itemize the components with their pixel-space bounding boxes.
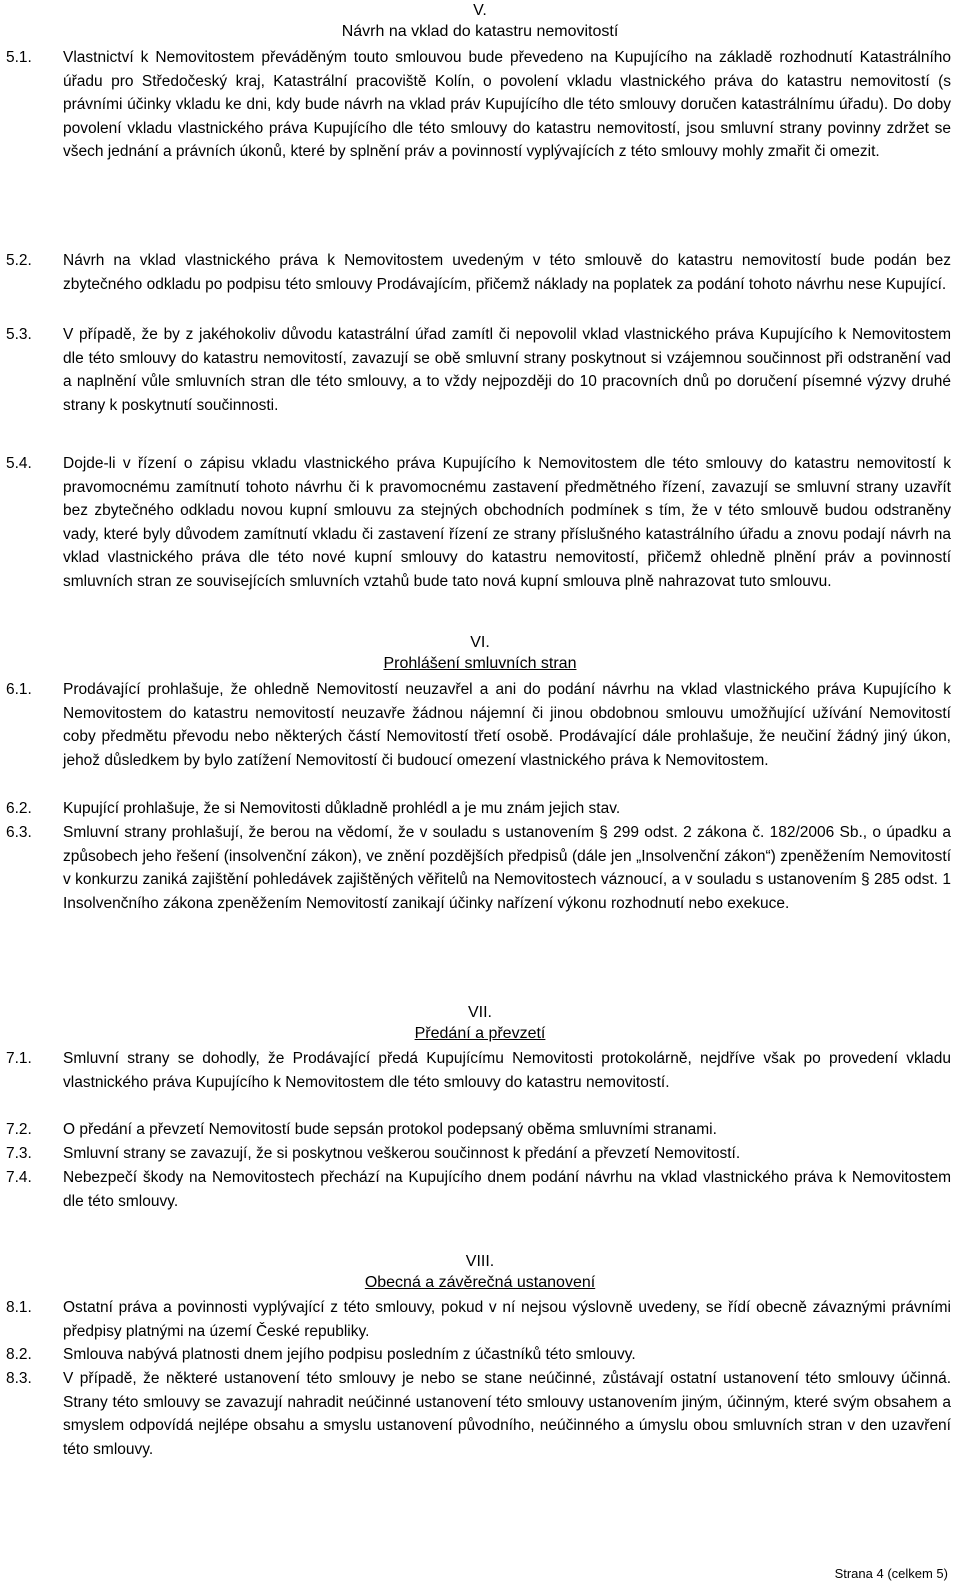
clause-8-2 — [6, 1343, 954, 1367]
section-heading-v — [0, 0, 960, 42]
clause-number: 8.2. — [6, 1346, 32, 1363]
clause-number: 8.1. — [6, 1299, 32, 1316]
clause-text: Vlastnictví k Nemovitostem převáděným touto smlouvou bude převedeno na Kupujícího na základě rozhodnutí Katastrálního úřadu pro Středočeský kraj, Katastrální pracoviště Kolín, o povolení vkladu vlastnického práva do katastru nemovitostí (s právními účinky vkladu ke dni, kdy bude návrh na vklad práv Kupujícího dle této smlouvy doručen katastrálnímu úřadu). Do doby povolení vkladu vlastnického práva Kupujícího dle této smlouvy do katastru nemovitostí, jsou smluvní strany povinny zdržet se všech jednání a právních úkonů, které by splnění práv a povinností vyplývajících z této smlouvy mohly zmařit či omezit. — [63, 49, 951, 160]
clause-number: 6.2. — [6, 800, 32, 817]
clause-number: 5.3. — [6, 326, 32, 343]
section-heading-vi — [0, 632, 960, 674]
clause-6-2 — [6, 797, 954, 821]
clause-text: Ostatní práva a povinnosti vyplývající z této smlouvy, pokud v ní nejsou výslovně uvedeny, se řídí obecně závaznými právními předpisy platnými na území České republiky. — [63, 1299, 951, 1340]
section-number: VII. — [467, 1004, 492, 1021]
section-number: V. — [473, 2, 487, 19]
clause-5-1 — [6, 46, 954, 164]
clause-text: V případě, že některé ustanovení této smlouvy je nebo se stane neúčinné, zůstávají ostatní ustanovení této smlouvy účinná. Strany této smlouvy se zavazují nahradit neúčinné ustanovení této smlouvy ustanovením jiným, účinným, které svým obsahem a smyslem odpovídá nejlépe obsahu a smyslu ustanovení původního, neúčinného a úmyslu obou smluvních stran v den uzavření této smlouvy. — [63, 1370, 951, 1458]
clause-number: 5.1. — [6, 49, 32, 66]
clause-7-2 — [6, 1118, 954, 1142]
section-heading-viii — [0, 1251, 960, 1293]
clause-8-1 — [6, 1296, 954, 1343]
clause-6-1 — [6, 678, 954, 772]
clause-number: 6.3. — [6, 824, 32, 841]
clause-text: O předání a převzetí Nemovitostí bude sepsán protokol podepsaný oběma smluvními stranami. — [63, 1121, 717, 1138]
section-title: Obecná a závěrečná ustanovení — [364, 1274, 596, 1291]
section-number: VIII. — [465, 1253, 495, 1270]
clause-7-4 — [6, 1166, 954, 1213]
clause-5-3 — [6, 323, 954, 417]
clause-number: 6.1. — [6, 681, 32, 698]
clause-number: 7.2. — [6, 1121, 32, 1138]
clause-number: 7.3. — [6, 1145, 32, 1162]
clause-text: Smlouva nabývá platnosti dnem jejího podpisu posledním z účastníků této smlouvy. — [63, 1346, 636, 1363]
clause-8-3 — [6, 1367, 954, 1461]
clause-7-3 — [6, 1142, 954, 1166]
clause-number: 5.2. — [6, 252, 32, 269]
clause-text: Smluvní strany prohlašují, že berou na vědomí, že v souladu s ustanovením § 299 odst. 2 zákona č. 182/2006 Sb., o úpadku a způsobech jeho řešení (insolvenční zákon), ve znění pozdějších předpisů (dále jen „Insolvenční zákon“) zpeněžením Nemovitostí v konkurzu zaniká zajištění pohledávek zajištěných věřitelů na Nemovitostech váznoucí, a v souladu s ustanovením § 285 odst. 1 Insolvenčního zákona zpeněžením Nemovitostí zanikají účinky nařízení výkonu rozhodnutí nebo exekuce. — [63, 824, 951, 912]
clause-text: Kupující prohlašuje, že si Nemovitosti důkladně prohlédl a je mu znám jejich stav. — [63, 800, 621, 817]
clause-5-2 — [6, 249, 954, 296]
section-title: Návrh na vklad do katastru nemovitostí — [341, 23, 619, 40]
section-heading-vii — [0, 1002, 960, 1044]
section-number: VI. — [470, 634, 490, 651]
clause-number: 7.1. — [6, 1050, 32, 1067]
clause-6-3 — [6, 821, 954, 915]
clause-text: V případě, že by z jakéhokoliv důvodu katastrální úřad zamítl či nepovolil vklad vlastnického práva Kupujícího k Nemovitostem dle této smlouvy do katastru nemovitostí, zavazují se obě smluvní strany poskytnout si vzájemnou součinnost při odstranění vad a naplnění vůle smluvních stran dle této smlouvy, a to vždy nejpozději do 10 pracovních dnů po doručení písemné výzvy druhé strany k poskytnutí součinnosti. — [63, 326, 951, 414]
clause-text: Dojde-li v řízení o zápisu vkladu vlastnického práva Kupujícího k Nemovitostem dle této smlouvy do katastru nemovitostí k pravomocnému zamítnutí tohoto návrhu či k pravomocnému zastavení předmětného řízení, zavazují se smluvní strany uzavřít bez zbytečného odkladu novou kupní smlouvu za stejných obchodních podmínek s tím, že v této smlouvě budou odstraněny vady, které byly důvodem zamítnutí vkladu či zastavení řízení ze strany příslušného katastrálního úřadu a znovu podají návrh na vklad vlastnického práva dle této nové kupní smlouvy do katastru nemovitostí, přičemž ohledně plnění práv a povinností smluvních stran ze souvisejících smluvních vztahů bude tato nová kupní smlouva plně nahrazovat tuto smlouvu. — [63, 455, 951, 590]
section-title: Předání a převzetí — [414, 1025, 546, 1042]
clause-number: 5.4. — [6, 455, 32, 472]
clause-text: Smluvní strany se dohodly, že Prodávající předá Kupujícímu Nemovitosti protokolárně, nejdříve však po provedení vkladu vlastnického práva Kupujícího k Nemovitostem dle této smlouvy do katastru nemovitostí. — [63, 1050, 951, 1091]
clause-number: 7.4. — [6, 1169, 32, 1186]
page-footer: Strana 4 (celkem 5) — [834, 1566, 948, 1581]
clause-5-4 — [6, 452, 954, 593]
clause-7-1 — [6, 1047, 954, 1094]
clause-text: Prodávající prohlašuje, že ohledně Nemovitostí neuzavřel a ani do podání návrhu na vklad vlastnického práva Kupujícího k Nemovitostem do katastru nemovitostí neuzavře žádnou nájemní či jinou obdobnou smlouvu umožňující užívání Nemovitostí coby předmětu převodu nebo některých částí Nemovitostí třetí osobě. Prodávající dále prohlašuje, že neučiní žádný jiný úkon, jehož důsledkem by bylo zatížení Nemovitostí či budoucí omezení vlastnického práva k Nemovitostem. — [63, 681, 951, 769]
clause-text: Smluvní strany se zavazují, že si poskytnou veškerou součinnost k předání a převzetí Nemovitostí. — [63, 1145, 741, 1162]
clause-number: 8.3. — [6, 1370, 32, 1387]
clause-text: Návrh na vklad vlastnického práva k Nemovitostem uvedeným v této smlouvě do katastru nemovitostí bude podán bez zbytečného odkladu po podpisu této smlouvy Prodávajícím, přičemž náklady na poplatek za podání tohoto návrhu nese Kupující. — [63, 252, 951, 293]
section-title: Prohlášení smluvních stran — [383, 655, 577, 672]
clause-text: Nebezpečí škody na Nemovitostech přechází na Kupujícího dnem podání návrhu na vklad vlastnického práva k Nemovitostem dle této smlouvy. — [63, 1169, 951, 1210]
